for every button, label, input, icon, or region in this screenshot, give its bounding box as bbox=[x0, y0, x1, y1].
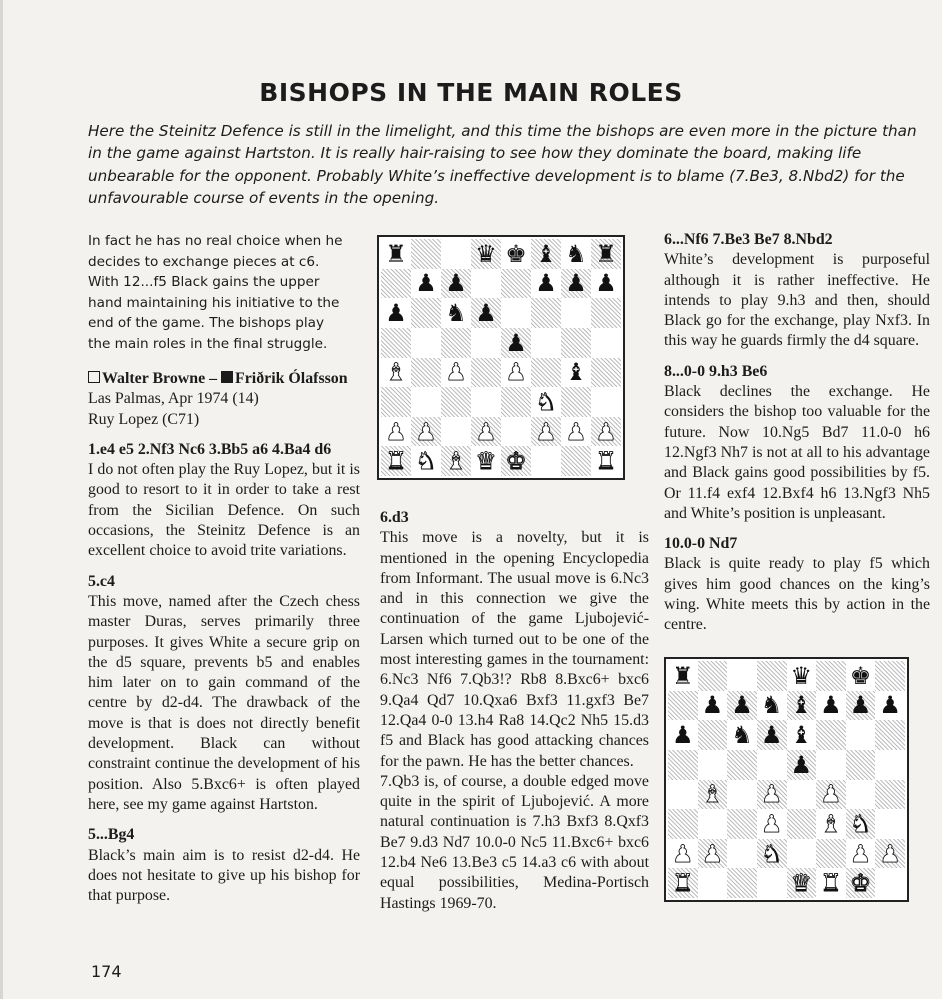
board-square bbox=[411, 387, 441, 417]
board-square bbox=[501, 358, 531, 388]
board-square bbox=[501, 328, 531, 358]
board-square bbox=[501, 417, 531, 447]
white-knight-icon: ♞ bbox=[415, 447, 437, 476]
black-pawn-icon: ♟ bbox=[849, 691, 872, 720]
board-square bbox=[411, 269, 441, 299]
white-bishop-icon: ♝ bbox=[445, 447, 467, 476]
page-number: 174 bbox=[91, 962, 122, 981]
white-bishop-icon: ♝ bbox=[701, 780, 724, 809]
board-square bbox=[816, 691, 846, 721]
board-square bbox=[501, 387, 531, 417]
board-square bbox=[531, 239, 561, 269]
board-square bbox=[531, 358, 561, 388]
commentary: Black is quite ready to play f5 which gives him good chances on the king’s wing. White meets this by action in the centre. bbox=[664, 555, 930, 634]
board-square bbox=[441, 358, 471, 388]
board-square bbox=[381, 387, 411, 417]
black-bishop-icon: ♝ bbox=[790, 721, 813, 750]
black-pawn-icon: ♟ bbox=[415, 269, 437, 298]
white-bishop-icon: ♝ bbox=[820, 809, 842, 838]
black-knight-icon: ♞ bbox=[731, 721, 753, 750]
board-square bbox=[591, 298, 621, 328]
black-knight-icon: ♞ bbox=[565, 239, 587, 268]
white-rook-icon: ♜ bbox=[820, 869, 842, 898]
board-square bbox=[471, 328, 501, 358]
white-queen-icon: ♛ bbox=[790, 869, 813, 898]
black-pawn-icon: ♟ bbox=[535, 269, 557, 298]
black-pawn-icon: ♟ bbox=[820, 691, 842, 720]
board-square bbox=[787, 868, 817, 898]
white-knight-icon: ♞ bbox=[760, 839, 783, 868]
board-square bbox=[561, 298, 591, 328]
opening-paragraph: In fact he has no real choice when he decides to exchange pieces at c6. With 12...f5 Black gains the upper hand maintaining his initiative to the end of the game. The bishops play the main roles in the final struggle. bbox=[88, 233, 343, 352]
board-square bbox=[668, 661, 698, 691]
board-square bbox=[561, 358, 591, 388]
white-square-icon bbox=[88, 371, 100, 383]
board-square bbox=[381, 239, 411, 269]
board-square bbox=[471, 446, 501, 476]
white-rook-icon: ♜ bbox=[595, 447, 617, 476]
board-square bbox=[816, 750, 846, 780]
board-square bbox=[411, 239, 441, 269]
white-player: Walter Browne bbox=[102, 370, 206, 387]
white-bishop-icon: ♝ bbox=[385, 358, 407, 387]
board-square bbox=[727, 809, 757, 839]
board-square bbox=[531, 269, 561, 299]
board-square bbox=[757, 868, 787, 898]
board-square bbox=[698, 839, 728, 869]
board-square bbox=[875, 780, 905, 810]
board-square bbox=[757, 750, 787, 780]
move-heading: 5.c4 bbox=[88, 572, 115, 590]
black-rook-icon: ♜ bbox=[385, 239, 407, 268]
board-square bbox=[875, 750, 905, 780]
board-square bbox=[698, 661, 728, 691]
board-square bbox=[787, 750, 817, 780]
board-square bbox=[561, 417, 591, 447]
board-square bbox=[846, 720, 876, 750]
board-square bbox=[816, 839, 846, 869]
board-square bbox=[757, 691, 787, 721]
board-square bbox=[441, 298, 471, 328]
white-knight-icon: ♞ bbox=[535, 387, 557, 416]
board-square bbox=[787, 691, 817, 721]
page-edge bbox=[0, 0, 3, 999]
white-king-icon: ♚ bbox=[505, 447, 527, 476]
board-square bbox=[591, 387, 621, 417]
white-pawn-icon: ♟ bbox=[701, 839, 724, 868]
white-pawn-icon: ♟ bbox=[505, 358, 527, 387]
board-square bbox=[441, 269, 471, 299]
board-square bbox=[727, 780, 757, 810]
chess-diagram-2 bbox=[664, 657, 909, 902]
board-square bbox=[381, 269, 411, 299]
board-square bbox=[816, 780, 846, 810]
board-square bbox=[727, 720, 757, 750]
board-square bbox=[668, 750, 698, 780]
white-pawn-icon: ♟ bbox=[475, 417, 497, 446]
white-pawn-icon: ♟ bbox=[820, 780, 842, 809]
board-square bbox=[846, 809, 876, 839]
board-square bbox=[668, 691, 698, 721]
board-square bbox=[591, 358, 621, 388]
board-square bbox=[381, 328, 411, 358]
black-pawn-icon: ♟ bbox=[701, 691, 724, 720]
board-square bbox=[846, 750, 876, 780]
board-square bbox=[727, 750, 757, 780]
black-king-icon: ♚ bbox=[505, 239, 527, 268]
board-square bbox=[875, 720, 905, 750]
board-square bbox=[501, 446, 531, 476]
board-square bbox=[591, 328, 621, 358]
board-square bbox=[698, 809, 728, 839]
commentary: I do not often play the Ruy Lopez, but it is good to resort to it in order to take a rest from the Sicilian Defence. On such occasions, the Steinitz Defence is an excellent choice to avoid trite variations. bbox=[88, 461, 360, 560]
board-square bbox=[668, 809, 698, 839]
board-square bbox=[441, 417, 471, 447]
black-rook-icon: ♜ bbox=[672, 661, 694, 690]
board-square bbox=[846, 780, 876, 810]
white-pawn-icon: ♟ bbox=[535, 417, 557, 446]
board-square bbox=[501, 269, 531, 299]
board-square bbox=[591, 239, 621, 269]
black-pawn-icon: ♟ bbox=[565, 269, 587, 298]
board-square bbox=[698, 780, 728, 810]
white-king-icon: ♚ bbox=[849, 869, 872, 898]
black-pawn-icon: ♟ bbox=[879, 691, 901, 720]
board-square bbox=[441, 239, 471, 269]
white-pawn-icon: ♟ bbox=[849, 839, 872, 868]
black-pawn-icon: ♟ bbox=[475, 299, 497, 328]
board-square bbox=[698, 691, 728, 721]
column-2 bbox=[380, 508, 649, 914]
board-square bbox=[561, 269, 591, 299]
board-square bbox=[411, 358, 441, 388]
board-square bbox=[561, 239, 591, 269]
black-pawn-icon: ♟ bbox=[790, 750, 813, 779]
board-square bbox=[531, 298, 561, 328]
black-pawn-icon: ♟ bbox=[760, 721, 783, 750]
board-square bbox=[561, 446, 591, 476]
column-1 bbox=[88, 369, 360, 906]
board-square bbox=[471, 298, 501, 328]
board-square bbox=[531, 417, 561, 447]
board-square bbox=[411, 446, 441, 476]
intro-paragraph: Here the Steinitz Defence is still in the limelight, and this time the bishops are even more in the picture than in the game against Hartston. It is really hair-raising to see how they dominate the board, making life unbearable for the opponent. Probably White’s ineffective development is to blame (7.Be3, 8.Nbd2) for the unfavourable course of events in the opening. bbox=[88, 122, 917, 207]
board-square bbox=[668, 720, 698, 750]
board-square bbox=[471, 417, 501, 447]
board-square bbox=[757, 720, 787, 750]
board-square bbox=[561, 328, 591, 358]
black-rook-icon: ♜ bbox=[595, 239, 617, 268]
board-square bbox=[816, 809, 846, 839]
board-square bbox=[441, 387, 471, 417]
board-square bbox=[698, 720, 728, 750]
board-square bbox=[698, 868, 728, 898]
black-queen-icon: ♛ bbox=[475, 239, 497, 268]
board-square bbox=[668, 780, 698, 810]
board-square bbox=[757, 780, 787, 810]
chapter-title: BISHOPS IN THE MAIN ROLES bbox=[259, 78, 683, 107]
board-square bbox=[816, 868, 846, 898]
white-pawn-icon: ♟ bbox=[879, 839, 901, 868]
board-square bbox=[787, 661, 817, 691]
black-king-icon: ♚ bbox=[849, 661, 872, 690]
black-bishop-icon: ♝ bbox=[535, 239, 557, 268]
board-grid bbox=[381, 239, 621, 476]
white-knight-icon: ♞ bbox=[849, 809, 872, 838]
board-square bbox=[816, 720, 846, 750]
board-square bbox=[381, 446, 411, 476]
board-square bbox=[787, 809, 817, 839]
board-square bbox=[441, 328, 471, 358]
white-pawn-icon: ♟ bbox=[760, 780, 783, 809]
board-square bbox=[757, 661, 787, 691]
board-square bbox=[846, 661, 876, 691]
board-square bbox=[846, 868, 876, 898]
white-pawn-icon: ♟ bbox=[445, 358, 467, 387]
board-square bbox=[846, 691, 876, 721]
black-queen-icon: ♛ bbox=[790, 661, 813, 690]
commentary: This move, named after the Czech chess master Duras, serves primarily three purposes. It gives White a secure grip on the d5 square, prevents b5 and enables him later on to gain command of the centre by d2-d4. The drawback of the move is that is does not directly benefit development. Black can without constraint continue the development of his position. Also 5.Bxc6+ is often played here, see my game against Hartston. bbox=[88, 592, 360, 813]
white-pawn-icon: ♟ bbox=[415, 417, 437, 446]
white-pawn-icon: ♟ bbox=[595, 417, 617, 446]
black-pawn-icon: ♟ bbox=[731, 691, 753, 720]
move-heading: 1.e4 e5 2.Nf3 Nc6 3.Bb5 a6 4.Ba4 d6 bbox=[88, 440, 332, 458]
commentary: 7.Qb3 is, of course, a double edged move quite in the spirit of Ljubojević. A more natural continuation is 7.h3 Bxf3 8.Qxf3 Be7 9.d3 Nd7 10.0-0 Nc5 11.Bxc6+ bxc6 12.b4 Ne6 13.Be3 c5 14.a3 c6 with about equal possibilities, Medina-Portisch Hastings 1969-70. bbox=[380, 772, 649, 912]
white-rook-icon: ♜ bbox=[672, 869, 694, 898]
board-square bbox=[531, 387, 561, 417]
board-square bbox=[668, 868, 698, 898]
board-square bbox=[591, 446, 621, 476]
board-square bbox=[875, 839, 905, 869]
board-square bbox=[471, 269, 501, 299]
chess-diagram-1 bbox=[377, 235, 625, 480]
board-square bbox=[441, 446, 471, 476]
commentary: Black declines the exchange. He considers the bishop too valuable for the future. Now 10.Ng5 Bd7 11.0-0 h6 12.Ngf3 Nh7 is not at all to his advantage and Black gains good possibilities by f5. Or 11.f4 exf4 12.Bxf4 h6 13.Ngf3 Nh5 and White’s position is unpleasant. bbox=[664, 383, 930, 522]
black-pawn-icon: ♟ bbox=[595, 269, 617, 298]
board-square bbox=[757, 809, 787, 839]
board-square bbox=[727, 691, 757, 721]
board-square bbox=[501, 298, 531, 328]
board-square bbox=[531, 446, 561, 476]
move-heading: 6...Nf6 7.Be3 Be7 8.Nbd2 bbox=[664, 231, 833, 248]
board-square bbox=[875, 661, 905, 691]
board-square bbox=[381, 417, 411, 447]
board-square bbox=[411, 417, 441, 447]
board-square bbox=[591, 269, 621, 299]
players-dash: – bbox=[205, 370, 222, 387]
board-grid bbox=[668, 661, 905, 898]
board-square bbox=[727, 661, 757, 691]
board-square bbox=[411, 328, 441, 358]
column-3 bbox=[664, 230, 930, 636]
white-pawn-icon: ♟ bbox=[385, 417, 407, 446]
white-pawn-icon: ♟ bbox=[565, 417, 587, 446]
white-rook-icon: ♜ bbox=[385, 447, 407, 476]
white-queen-icon: ♛ bbox=[475, 447, 497, 476]
board-square bbox=[561, 387, 591, 417]
board-square bbox=[875, 809, 905, 839]
black-pawn-icon: ♟ bbox=[505, 328, 527, 357]
move-heading: 8...0-0 9.h3 Be6 bbox=[664, 362, 768, 380]
board-square bbox=[787, 839, 817, 869]
event-line: Las Palmas, Apr 1974 (14) bbox=[88, 390, 259, 408]
board-square bbox=[846, 839, 876, 869]
black-pawn-icon: ♟ bbox=[672, 721, 694, 750]
board-square bbox=[727, 868, 757, 898]
board-square bbox=[816, 661, 846, 691]
board-square bbox=[875, 868, 905, 898]
commentary: This move is a novelty, but it is mentioned in the opening Encyclopedia from Informant. The usual move is 6.Nc3 and in this connection we give the continuation of the game Ljubojević-Larsen which turned out to be one of the most interesting games in the tournament: 6.Nc3 Nf6 7.Qb3!? Rb8 8.Bxc6+ bxc6 9.Qa4 Qd7 10.Qxa6 Bxf3 11.gxf3 Be7 12.Qa4 0-0 13.h4 Ra8 14.Qc2 Nh5 15.d3 f5 and Black has good attacking chances for the pawn. He has the better chances. bbox=[380, 529, 649, 770]
commentary: Black’s main aim is to resist d2-d4. He does not hesitate to give up his bishop for that purpose. bbox=[88, 846, 360, 905]
black-bishop-icon: ♝ bbox=[565, 358, 587, 387]
board-square bbox=[381, 298, 411, 328]
white-pawn-icon: ♟ bbox=[672, 839, 694, 868]
black-knight-icon: ♞ bbox=[445, 299, 467, 328]
black-pawn-icon: ♟ bbox=[385, 299, 407, 328]
board-square bbox=[501, 239, 531, 269]
board-square bbox=[531, 328, 561, 358]
white-pawn-icon: ♟ bbox=[760, 809, 783, 838]
board-square bbox=[471, 239, 501, 269]
black-player: Friðrik Ólafsson bbox=[235, 370, 348, 387]
board-square bbox=[875, 691, 905, 721]
board-square bbox=[787, 720, 817, 750]
board-square bbox=[381, 358, 411, 388]
board-square bbox=[698, 750, 728, 780]
board-square bbox=[411, 298, 441, 328]
board-square bbox=[787, 780, 817, 810]
board-square bbox=[727, 839, 757, 869]
move-heading: 10.0-0 Nd7 bbox=[664, 535, 738, 553]
move-heading: 6.d3 bbox=[380, 509, 409, 526]
board-square bbox=[471, 358, 501, 388]
opening-line: Ruy Lopez (C71) bbox=[88, 410, 200, 428]
commentary: White’s development is purposeful although it is rather ineffective. He intends to play 9.h3 and then, should Black go for the exchange, play Nxf3. In this way he guards firmly the d4 square. bbox=[664, 251, 930, 350]
board-square bbox=[471, 387, 501, 417]
black-bishop-icon: ♝ bbox=[790, 691, 813, 720]
black-knight-icon: ♞ bbox=[760, 691, 783, 720]
board-square bbox=[668, 839, 698, 869]
board-square bbox=[757, 839, 787, 869]
black-pawn-icon: ♟ bbox=[445, 269, 467, 298]
players-line bbox=[88, 369, 360, 389]
board-square bbox=[591, 417, 621, 447]
black-square-icon bbox=[221, 371, 233, 383]
move-heading: 5...Bg4 bbox=[88, 826, 135, 844]
